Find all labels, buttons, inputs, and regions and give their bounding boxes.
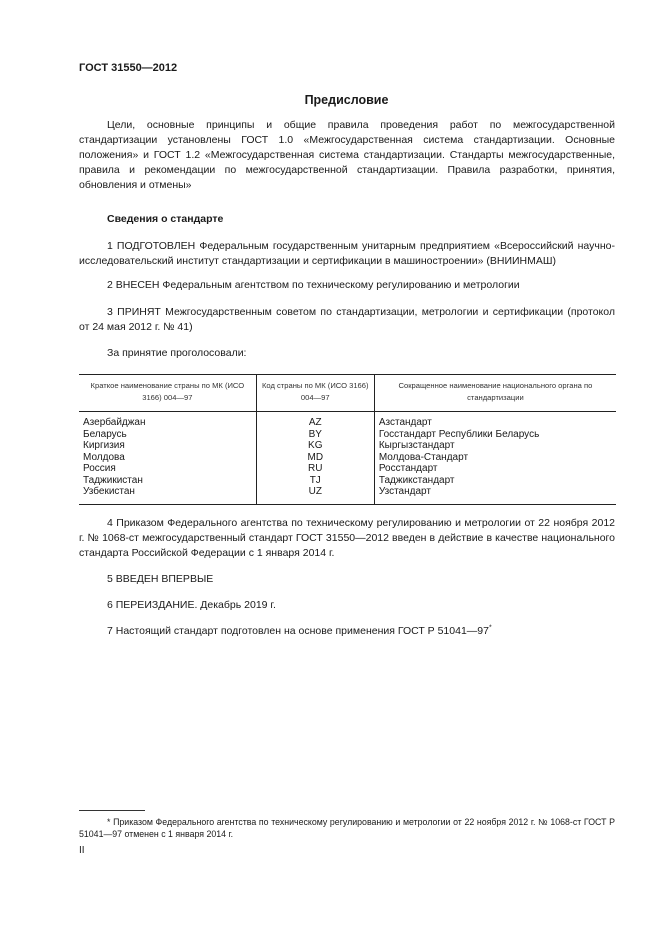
intro-paragraph: Цели, основные принципы и общие правила проведения работ по межгосударственной стандартизации установлены ГОСТ 1.0 «Межгосударственная система стандартизации. Основные положения» и ГОСТ 1.2 «Межгосударственная система стандартизации. Стандарты межгосударственные, правила и рекомендации по межгосударственной стандартизации. Правила разработки, принятия, обновления и отмены»: [79, 119, 615, 191]
standards-bodies-cell: Азстандарт Госстандарт Республики Беларусь Кыргызстандарт Молдова-Стандарт Росстандарт Таджикстандарт Узстандарт: [374, 412, 616, 505]
item-5-paragraph: 5 ВВЕДЕН ВПЕРВЫЕ: [107, 573, 214, 585]
country-names-cell: Азербайджан Беларусь Киргизия Молдова Россия Таджикистан Узбекистан: [79, 412, 256, 505]
item-6-paragraph: 6 ПЕРЕИЗДАНИЕ. Декабрь 2019 г.: [107, 599, 276, 611]
table-header-row: [79, 375, 616, 412]
item-7-text: 7 Настоящий стандарт подготовлен на основе применения ГОСТ Р 51041—97: [107, 625, 489, 637]
country-codes-cell: AZ BY KG MD RU TJ UZ: [256, 412, 374, 505]
voted-label: За принятие проголосовали:: [107, 347, 247, 359]
table-header-country: Краткое наименование страны по МК (ИСО 3166) 004—97: [79, 375, 256, 412]
document-code-header: ГОСТ 31550—2012: [79, 62, 178, 74]
item-7-paragraph: [79, 624, 615, 639]
item-3-paragraph: 3 ПРИНЯТ Межгосударственным советом по стандартизации, метрологии и сертификации (протокол от 24 мая 2012 г. № 41): [79, 306, 615, 333]
footnote-divider: [79, 810, 145, 811]
page-title: Предисловие: [304, 93, 389, 107]
page-number: II: [79, 845, 85, 856]
item-2-paragraph: 2 ВНЕСЕН Федеральным агентством по техническому регулированию и метрологии: [107, 279, 520, 291]
voting-table: [79, 374, 616, 505]
table-row: [79, 412, 616, 505]
table-header-body: Сокращенное наименование национального органа по стандартизации: [374, 375, 616, 412]
item-4-paragraph: 4 Приказом Федерального агентства по техническому регулированию и метрологии от 22 ноября 2012 г. № 1068-ст межгосударственный стандарт ГОСТ 31550—2012 введен в действие в качестве национального стандарта Российской Федерации с 1 января 2014 г.: [79, 517, 615, 559]
footnote-text: * Приказом Федерального агентства по техническому регулированию и метрологии от 22 ноября 2012 г. № 1068-ст ГОСТ Р 51041—97 отменен с 1 января 2014 г.: [79, 817, 615, 839]
footnote-marker: *: [488, 624, 492, 632]
section-title: Сведения о стандарте: [107, 213, 224, 225]
item-1-paragraph: 1 ПОДГОТОВЛЕН Федеральным государственным унитарным предприятием «Всероссийский научно-исследовательский институт стандартизации и сертификации в машиностроении» (ВНИИНМАШ): [79, 240, 615, 267]
table-header-code: Код страны по МК (ИСО 3166) 004—97: [256, 375, 374, 412]
